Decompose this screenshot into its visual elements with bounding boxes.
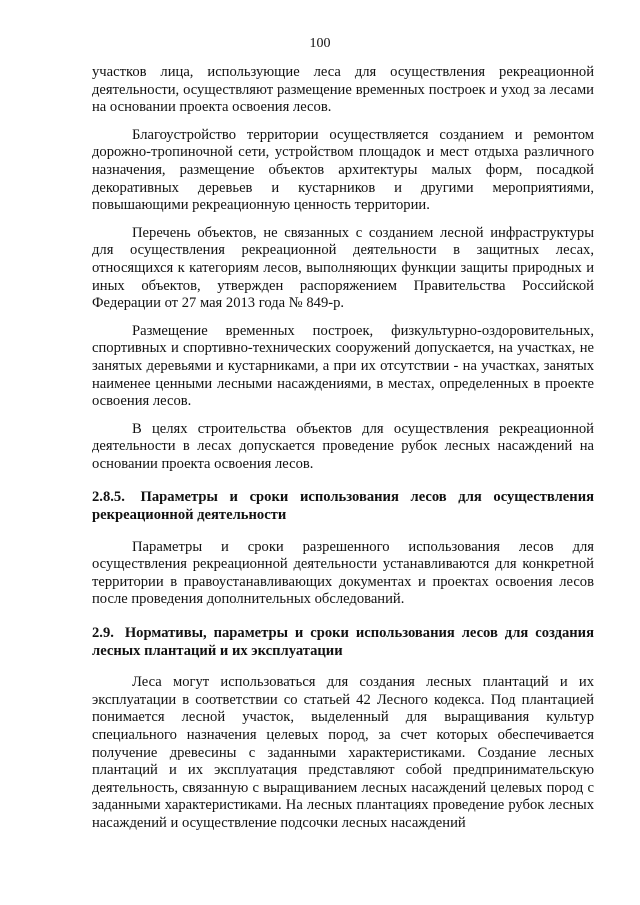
- page-number: 100: [309, 36, 331, 51]
- section-heading-2-8-5: [92, 489, 594, 524]
- section-heading-2-9: [92, 625, 594, 660]
- paragraph-continuation: участков лица, использующие леса для осуществления рекреационной деятельности, осуществляют размещение временных построек и уход за лесами на основании проекта освоения лесов.: [92, 64, 594, 116]
- paragraph-improvement: Благоустройство территории осуществляется созданием и ремонтом дорожно-тропиночной сети, устройством площадок и мест отдыха различного назначения, размещение объектов архитектуры малых форм, посадкой декоративных деревьев и кустарников и другими мероприятиями, повышающими рекреационную ценность территории.: [92, 126, 594, 214]
- paragraph-construction: В целях строительства объектов для осуществления рекреационной деятельности в лесах допускается проведение рубок лесных насаждений на основании проекта освоения лесов.: [92, 420, 594, 472]
- paragraph-objects-list: Перечень объектов, не связанных с созданием лесной инфраструктуры для осуществления рекреационной деятельности в защитных лесах, относящихся к категориям лесов, выполняющих функции защиты природных и иных объектов, утвержден распоряжением Правительства Российской Федерации от 27 мая 2013 года № 849-р.: [92, 224, 594, 312]
- paragraph-temporary-buildings: Размещение временных построек, физкультурно-оздоровительных, спортивных и спортивно-технических сооружений допускается, на участках, не занятых деревьями и кустарниками, а при их отсутствии - на участках, занятых наименее ценными лесными насаждениями, в местах, определенных в проекте освоения лесов.: [92, 322, 594, 410]
- paragraph-plantations: Леса могут использоваться для создания лесных плантаций и их эксплуатации в соответствии со статьей 42 Лесного кодекса. Под плантацией понимается лесной участок, выделенный для выращивания культур специального назначения целевых пород, за счет которых обеспечивается получение древесины с заданными характеристиками. Создание лесных плантаций и их эксплуатация представляют собой предпринимательскую деятельность, связанную с выращиванием лесных насаждений целевых пород с заданными характеристиками. На лесных плантациях проведение рубок лесных насаждений и осуществление подсочки лесных насаждений: [92, 674, 594, 831]
- section-title: Параметры и сроки использования лесов для осуществления рекреационной деятельности: [92, 489, 595, 524]
- section-number: 2.8.5.: [92, 489, 125, 506]
- section-number: 2.9.: [92, 625, 114, 642]
- section-title: Нормативы, параметры и сроки использования лесов для создания лесных плантаций и их эксплуатации: [92, 625, 594, 659]
- paragraph-parameters: Параметры и сроки разрешенного использования лесов для осуществления рекреационной деятельности устанавливаются для конкретной территории в правоустанавливающих документах и проектах освоения лесов после проведения дополнительных обследований.: [92, 538, 594, 608]
- document-body: [92, 64, 594, 833]
